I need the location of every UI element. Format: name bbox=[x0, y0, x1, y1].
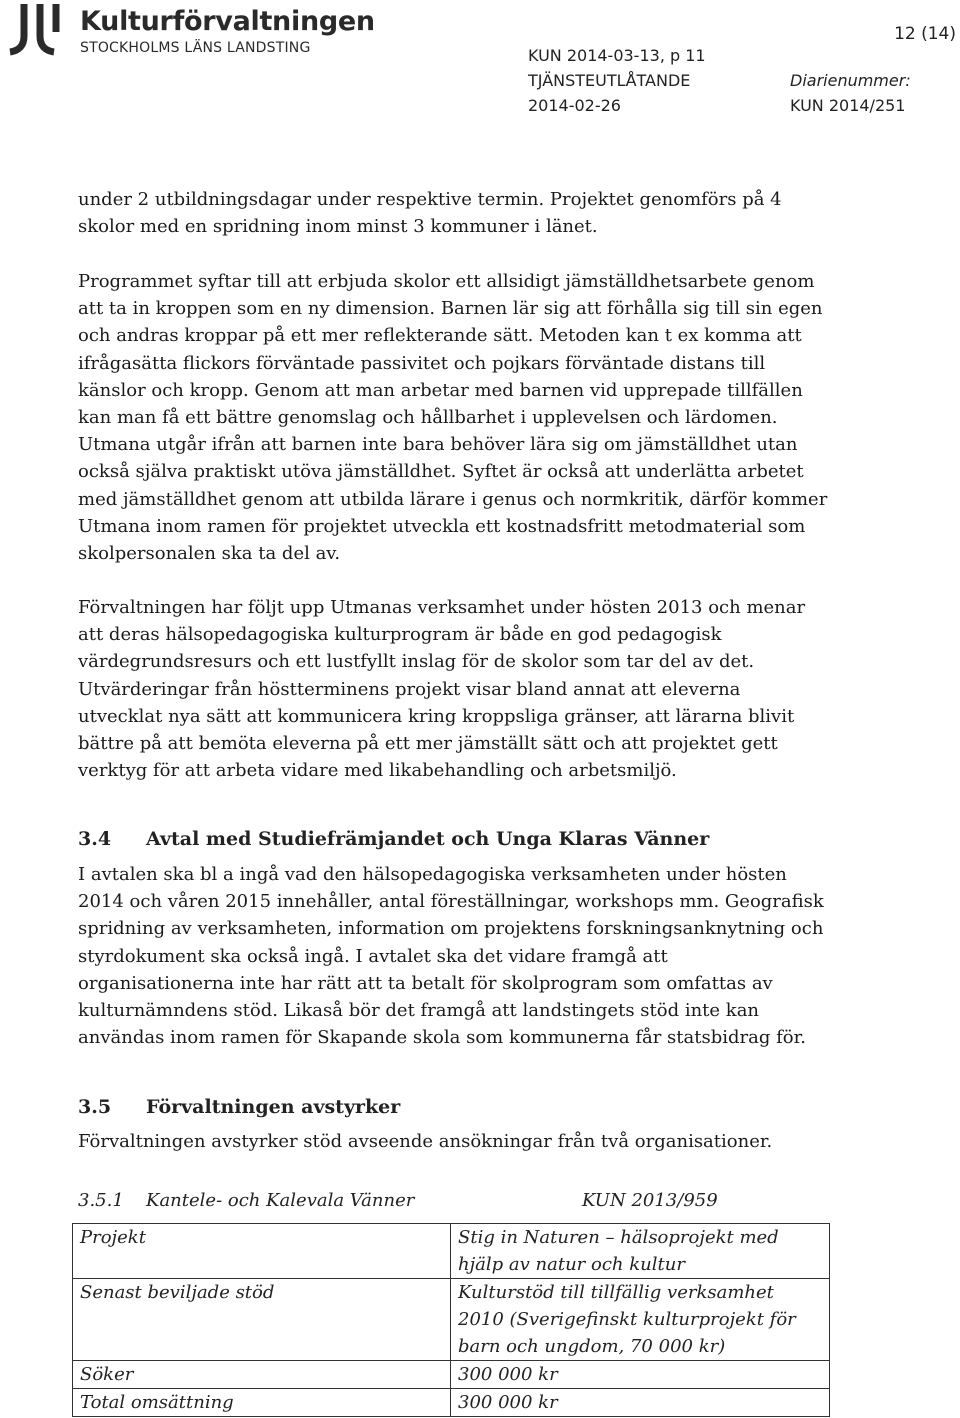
diarienummer-value: KUN 2014/251 bbox=[790, 96, 906, 115]
organization-name: Kulturförvaltningen bbox=[80, 6, 375, 37]
paragraph-3-block bbox=[78, 594, 828, 784]
subsection-heading-3-5-1 bbox=[78, 1190, 758, 1211]
organization-subtitle: STOCKHOLMS LÄNS LANDSTING bbox=[80, 40, 311, 56]
section-number: 3.4 bbox=[78, 828, 112, 850]
table-row bbox=[73, 1361, 830, 1389]
table-label: Projekt bbox=[73, 1224, 451, 1279]
diarienummer-label: Diarienummer: bbox=[790, 71, 911, 90]
section-title: Förvaltningen avstyrker bbox=[146, 1096, 401, 1118]
table-row bbox=[73, 1389, 830, 1417]
table-value: 300 000 kr bbox=[451, 1389, 830, 1417]
subsection-number: 3.5.1 bbox=[78, 1190, 124, 1211]
table-value: 300 000 kr bbox=[451, 1361, 830, 1389]
paragraph-4-block bbox=[78, 861, 828, 1051]
document-date: 2014-02-26 bbox=[528, 96, 621, 115]
paragraph-4: I avtalen ska bl a ingå vad den hälsopedagogiska verksamheten under hösten 2014 och våren 2015 innehåller, antal föreställningar, workshops mm. Geografisk spridning av verksamheten, information om projektens forskningsanknytning och styrdokument ska också ingå. I avtalet ska det vidare framgå att organisationerna inte har rätt att ta betalt för skolprogram som omfattas av kulturnämndens stöd. Likaså bör det framgå att landstingets stöd inte kan användas inom ramen för Skapande skola som kommunerna får statsbidrag för. bbox=[78, 864, 824, 1049]
section-number: 3.5 bbox=[78, 1096, 112, 1118]
paragraph-1: under 2 utbildningsdagar under respektive termin. Projektet genomförs på 4 skolor med en spridning inom minst 3 kommuner i länet. bbox=[78, 189, 782, 238]
paragraph-2: Programmet syftar till att erbjuda skolor ett allsidigt jämställdhetsarbete genom att ta in kroppen som en ny dimension. Barnen lär sig att förhålla sig till sin egen och andras kroppar på ett mer reflekterande sätt. Metoden kan t ex komma att ifrågasätta flickors förväntade passivitet och pojkars förväntade distans till känslor och kropp. Genom att man arbetar med barnen vid upprepade tillfällen kan man få ett bättre genomslag och hållbarhet i upplevelsen och lärdomen. Utmana utgår ifrån att barnen inte bara behöver lära sig om jämställdhet utan också själva praktiskt utöva jämställdhet. Syftet är också att underlätta arbetet med jämställdhet genom att utbilda lärare i genus och normkritik, därför kommer Utmana inom ramen för projektet utveckla ett kostnadsfritt metodmaterial som skolpersonalen ska ta del av. bbox=[78, 271, 828, 565]
section-heading-3-5 bbox=[78, 1096, 400, 1118]
document-type: TJÄNSTEUTLÅTANDE bbox=[528, 71, 691, 90]
table-label: Söker bbox=[73, 1361, 451, 1389]
section-title: Avtal med Studiefrämjandet och Unga Klaras Vänner bbox=[146, 828, 710, 850]
meeting-reference: KUN 2014-03-13, p 11 bbox=[528, 46, 706, 65]
subsection-title: Kantele- och Kalevala Vänner bbox=[146, 1190, 415, 1211]
table-row bbox=[73, 1224, 830, 1279]
paragraph-5: Förvaltningen avstyrker stöd avseende ansökningar från två organisationer. bbox=[78, 1131, 773, 1152]
application-info-table bbox=[72, 1223, 830, 1417]
table-row bbox=[73, 1279, 830, 1361]
subsection-reference: KUN 2013/959 bbox=[582, 1190, 718, 1211]
landsting-logo-icon bbox=[4, 2, 76, 56]
page-number: 12 (14) bbox=[894, 24, 956, 44]
table-value: Stig in Naturen – hälsoprojekt med hjälp av natur och kultur bbox=[451, 1224, 830, 1279]
section-heading-3-4 bbox=[78, 828, 709, 850]
paragraph-2-block bbox=[78, 268, 828, 567]
table-label: Total omsättning bbox=[73, 1389, 451, 1417]
table-label: Senast beviljade stöd bbox=[73, 1279, 451, 1361]
paragraph-3: Förvaltningen har följt upp Utmanas verksamhet under hösten 2013 och menar att deras hälsopedagogiska kulturprogram är både en god pedagogisk värdegrundsresurs och ett lustfyllt inslag för de skolor som tar del av det. Utvärderingar från höstterminens projekt visar bland annat att eleverna utvecklat nya sätt att kommunicera kring kroppsliga gränser, att lärarna blivit bättre på att bemöta eleverna på ett mer jämställt sätt och att projektet gett verktyg för att arbeta vidare med likabehandling och arbetsmiljö. bbox=[78, 597, 806, 782]
paragraph-5-block bbox=[78, 1128, 828, 1155]
organization-logo bbox=[4, 2, 384, 58]
paragraph-1-block bbox=[78, 186, 828, 240]
table-value: Kulturstöd till tillfällig verksamhet 2010 (Sverigefinskt kulturprojekt för barn och ungdom, 70 000 kr) bbox=[451, 1279, 830, 1361]
